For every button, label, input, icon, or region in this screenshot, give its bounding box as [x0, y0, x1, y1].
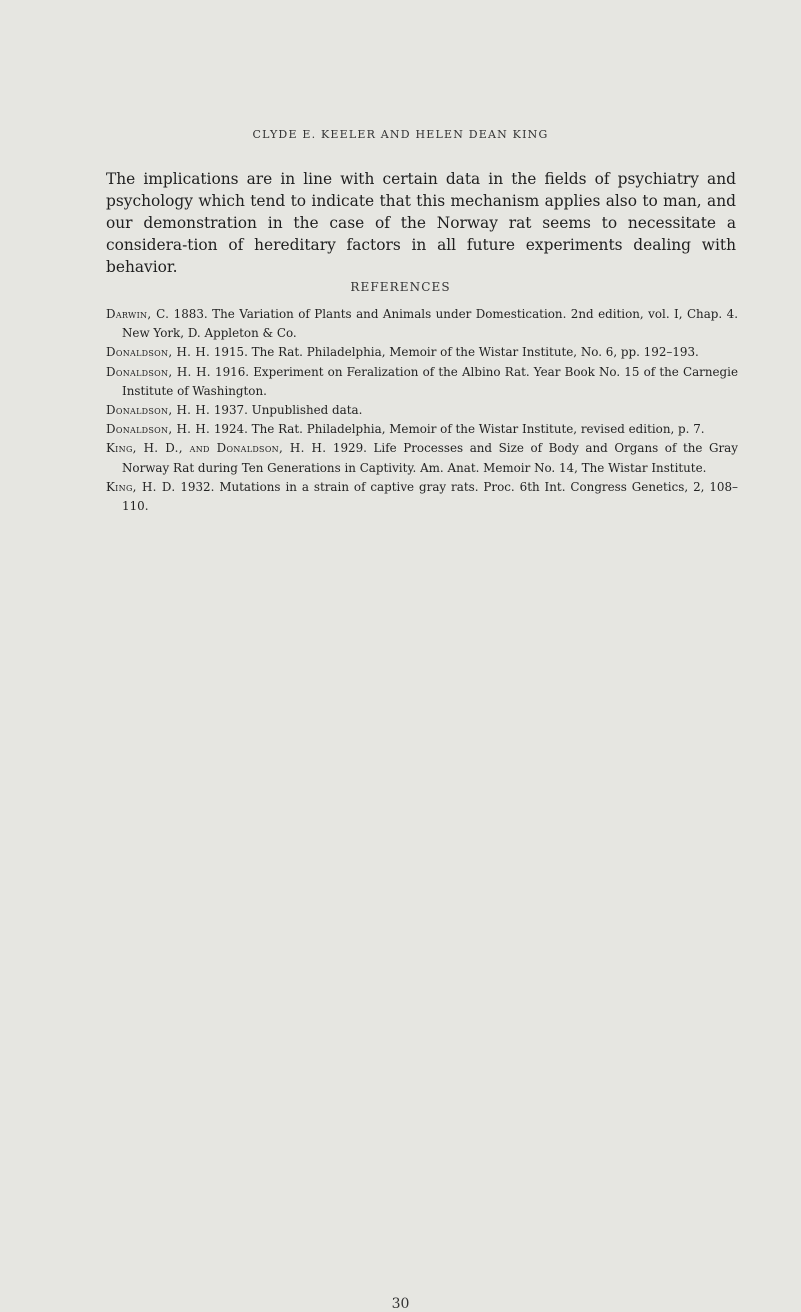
reference-text: 1937. Unpublished data. — [210, 403, 363, 418]
reference-item — [106, 420, 738, 439]
references-heading: REFERENCES — [350, 280, 451, 294]
reference-item — [106, 439, 738, 477]
reference-item — [106, 305, 738, 343]
reference-text: 1924. The Rat. Philadelphia, Memoir of the Wistar Institute, revised edition, p. 7. — [210, 422, 705, 437]
reference-item — [106, 363, 738, 401]
reference-author: Darwin, C. — [106, 307, 170, 321]
reference-author: Donaldson, H. H. — [106, 345, 211, 360]
reference-item — [106, 343, 738, 362]
body-paragraph: The implications are in line with certain data in the fields of psychiatry and psychology which tend to indicate that this mechanism applies also to man, and our demonstration in the case of the Norway rat seems to necessitate a considera-tion of hereditary factors in all future experiments dealing with behavior. — [106, 170, 736, 276]
reference-item — [106, 478, 738, 516]
reference-text: 1916. Experiment on Feralization of the Albino Rat. Year Book No. 15 of the Carnegie Institute of Washington. — [122, 364, 738, 398]
references-list — [106, 305, 738, 516]
running-head: CLYDE E. KEELER AND HELEN DEAN KING — [252, 128, 549, 141]
reference-author: Donaldson, H. H. — [106, 422, 211, 437]
page-number: 30 — [391, 1296, 410, 1312]
reference-author: Donaldson, H. H. — [106, 364, 211, 379]
reference-item — [106, 401, 738, 420]
reference-author: Donaldson, H. H. — [106, 403, 211, 418]
reference-text: 1929. Life Processes and Size of Body and Organs of the Gray Norway Rat during Ten Generations in Captivity. Am. Anat. Memoir No. 14, The Wistar Institute. — [122, 441, 738, 475]
reference-text: 1932. Mutations in a strain of captive gray rats. Proc. 6th Int. Congress Genetics, 2, 108–110. — [122, 479, 738, 514]
reference-text: 1883. The Variation of Plants and Animals under Domestication. 2nd edition, vol. I, Chap. 4. New York, D. Appleton & Co. — [122, 307, 738, 341]
reference-author: King, H. D., and Donaldson, H. H. — [106, 441, 327, 456]
reference-author: King, H. D. — [106, 479, 176, 494]
reference-text: 1915. The Rat. Philadelphia, Memoir of the Wistar Institute, No. 6, pp. 192–193. — [210, 345, 699, 360]
